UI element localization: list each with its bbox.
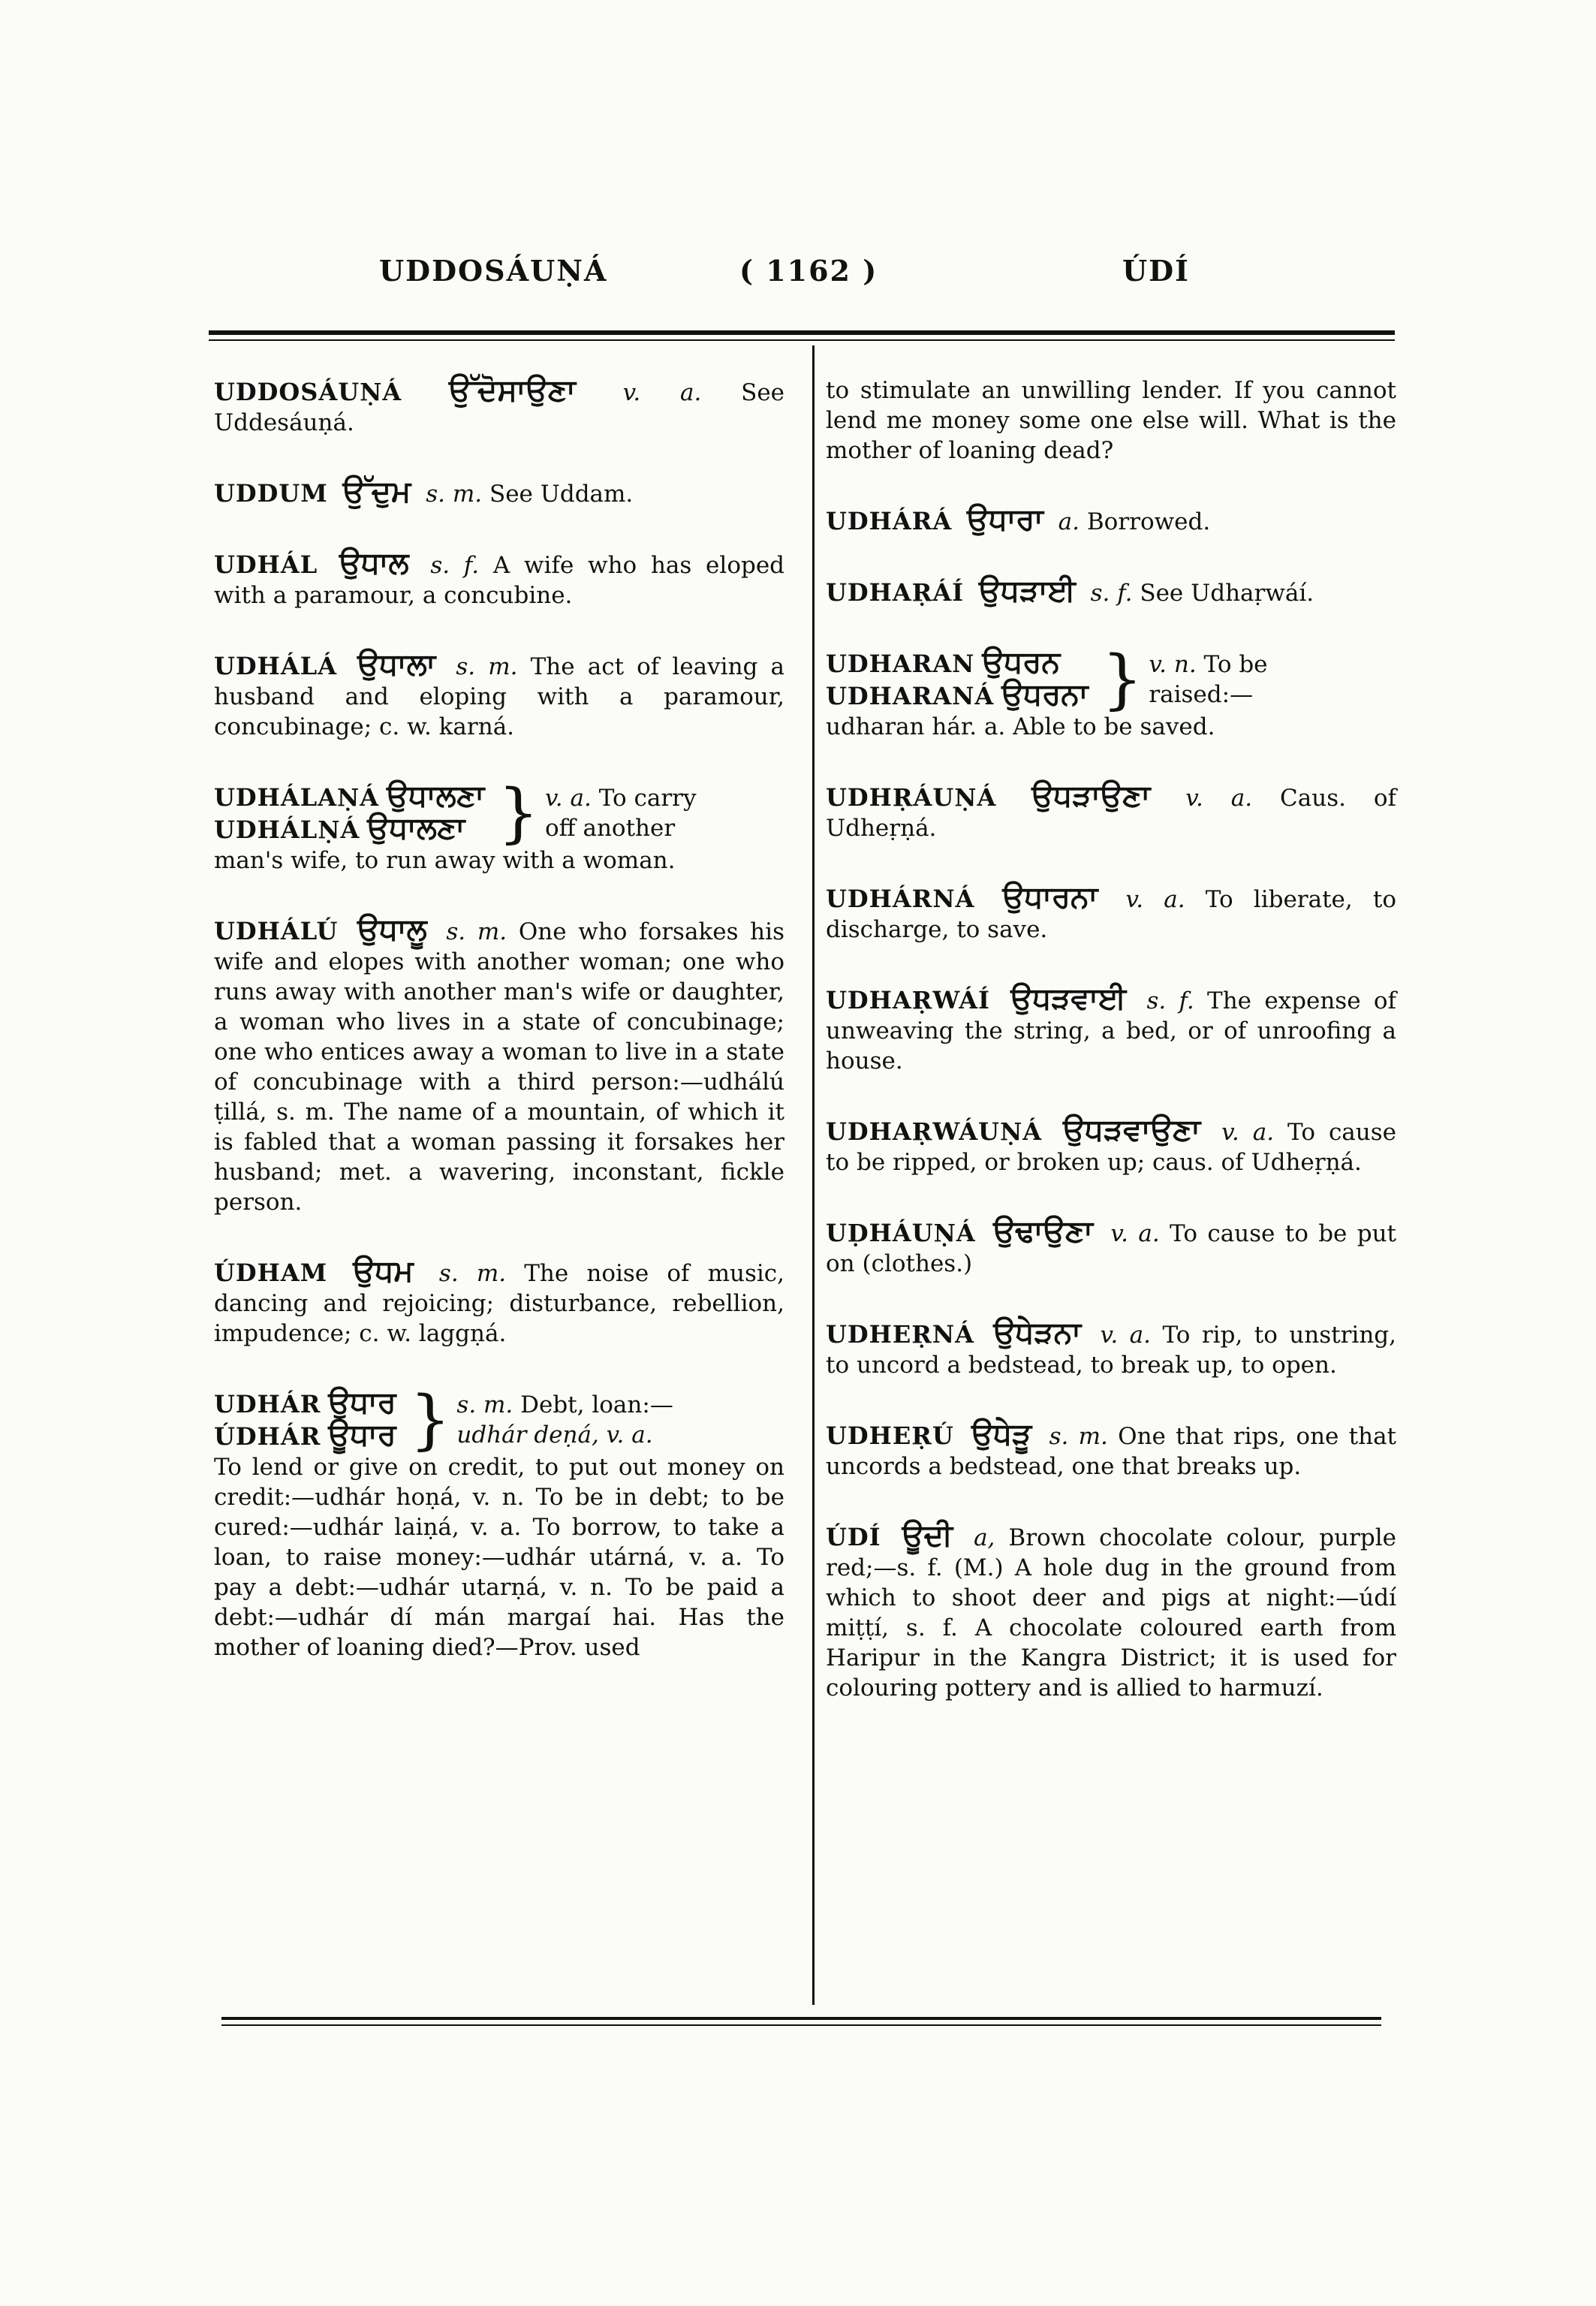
definition: Brown chocolate colour, purple red;—s. f. (M.) A hole dug in the ground from which to shoot deer and pigs at night:—údí miṭṭí, s. f. A chocolate coloured earth from Haripur in the Kangra District; it is used for colouring pottery and is allied to harmuzí.	[826, 1524, 1396, 1702]
headword: UḌHÁUṆÁ	[826, 1219, 976, 1247]
definition: To lend or give on credit, to put out money on credit:—udhár hoṇá, v. n. To be in debt; to be cured:—udhár laiṇá, v. a. To borrow, to take a loan, to raise money:—udhár utárná, v. a. To pay a debt:—udhár utarṇá, v. n. To be paid a debt:—udhár dí mán margaí hai. Has the mother of loaning died?—Prov. used	[214, 1454, 784, 1661]
page-number: ( 1162 )	[739, 254, 878, 288]
grammar-tag: s. f.	[1146, 987, 1194, 1014]
gurmukhi-form: ਉਧਾਲ	[339, 545, 409, 580]
headword: ÚDHAM	[214, 1259, 328, 1287]
dictionary-entry	[826, 879, 1397, 945]
running-head-right: ÚDÍ	[1122, 254, 1190, 288]
definition: See Uddesáuṇá.	[214, 379, 785, 436]
gurmukhi-form: ਊਧਾਰ	[328, 1417, 396, 1452]
headword: UDHṚÁUṆÁ	[826, 783, 997, 812]
top-rule	[209, 330, 1395, 335]
top-rule-thin	[209, 339, 1395, 341]
dictionary-entry	[214, 545, 785, 610]
gurmukhi-form: ਉਧੜਵਾਈ	[1010, 981, 1127, 1016]
gurmukhi-form: ਉਧਮ	[353, 1253, 414, 1289]
grammar-tag: v. a.	[1185, 785, 1253, 812]
continued-text	[826, 375, 1396, 466]
grammar-tag: v. a.	[1125, 886, 1185, 913]
dictionary-entry-pair	[214, 1382, 784, 1662]
headword: UDHÁLṆÁ	[214, 815, 360, 844]
headword: ÚDÍ	[826, 1523, 881, 1551]
gurmukhi-form: ਉਧੜਾਈ	[978, 573, 1076, 608]
gurmukhi-form: ਉਧਰਨ	[982, 644, 1061, 680]
definition: Borrowed.	[1086, 508, 1211, 535]
grammar-tag: v. a.	[544, 785, 592, 812]
definition: To rip, to unstring, to uncord a bedstead, to break up, to open.	[826, 1322, 1397, 1379]
gurmukhi-form: ਉਧੇੜੂ	[971, 1416, 1032, 1451]
definition: See Uddam.	[489, 481, 634, 508]
dictionary-entry	[826, 981, 1396, 1076]
dictionary-entry	[826, 1315, 1397, 1380]
definition: The noise of music, dancing and rejoicing; disturbance, rebellion, impudence; c. w. laggṇá.	[214, 1260, 785, 1347]
brace: }	[498, 776, 539, 851]
definition: udhár deṇá, v. a.	[456, 1421, 653, 1448]
dictionary-entry	[214, 474, 784, 509]
grammar-tag: s. m.	[438, 1260, 507, 1287]
headword: UDHÁLAṆÁ	[214, 783, 380, 812]
gurmukhi-form: ਉੱਦੁਮ	[342, 474, 411, 509]
headword: UDHARAN	[826, 650, 975, 678]
gurmukhi-form: ਉਧੜਵਾਉਣਾ	[1062, 1112, 1201, 1147]
dictionary-entry	[826, 1416, 1397, 1482]
definition: off another	[544, 815, 676, 842]
headword: UDHEṚÚ	[826, 1421, 954, 1450]
headword: UDHÁLÁ	[214, 652, 338, 680]
grammar-tag: v. a.	[622, 379, 702, 406]
headword: UDHÁRÁ	[826, 507, 953, 535]
definition: To cause to be ripped, or broken up; caus. of Udheṛṇá.	[826, 1119, 1397, 1176]
grammar-tag: v. a.	[1100, 1322, 1152, 1349]
definition: To liberate, to discharge, to save.	[826, 886, 1397, 943]
headword: ÚDHÁR	[214, 1422, 321, 1451]
grammar-tag: a.	[1058, 508, 1080, 535]
headword: UDHAṚWÁUṆÁ	[826, 1117, 1043, 1146]
grammar-tag: s. m.	[1049, 1423, 1108, 1450]
gurmukhi-form: ਉਧਾਲਾ	[357, 647, 436, 682]
definition: To be	[1203, 651, 1268, 678]
definition: Caus. of Udheṛṇá.	[826, 785, 1397, 842]
dictionary-entry	[826, 1213, 1397, 1279]
left-column	[214, 372, 785, 1702]
dictionary-entry	[214, 372, 785, 438]
definition: raised:—	[1149, 681, 1254, 708]
definition: One who forsakes his wife and elopes with another woman; one who runs away with another man's wife or daughter, a woman who lives in a state of concubinage; one who entices away a woman to live in a state of concubinage with a third person:—udhálú ṭillá, s. m. The name of a mountain, of which it is fabled that a woman passing it forsakes her husband; met. a wavering, inconstant, fickle person.	[214, 918, 784, 1216]
continuation: to stimulate an unwilling lender. If you cannot lend me money some one else will. What is the mother of loaning dead?	[826, 377, 1396, 464]
dictionary-entry	[826, 573, 1396, 608]
gurmukhi-form: ਉਧੇੜਨਾ	[993, 1315, 1082, 1350]
dictionary-entry	[214, 647, 784, 742]
headword: UDHÁR	[214, 1390, 321, 1418]
definition: udharan hár. a. Able to be saved.	[826, 713, 1215, 740]
definition: To carry	[598, 785, 697, 812]
gurmukhi-form: ਊਦੀ	[902, 1518, 953, 1553]
grammar-tag: s. f.	[1090, 580, 1133, 607]
grammar-tag: s. m.	[426, 481, 483, 508]
dictionary-entry	[826, 778, 1397, 843]
bottom-rule	[221, 2017, 1381, 2020]
definition: The expense of unweaving the string, a bed, or of unroofing a house.	[826, 987, 1396, 1075]
gurmukhi-form: ਉੱਦੋਸਾਉਣਾ	[448, 372, 576, 408]
dictionary-entry	[826, 1518, 1396, 1703]
dictionary-entry	[826, 1112, 1397, 1177]
gurmukhi-form: ਉਧਾਲੂ	[357, 912, 427, 947]
gurmukhi-form: ਉਧਾਰਨਾ	[1002, 879, 1098, 915]
headword: UDHAṚÁÍ	[826, 578, 965, 607]
headword: UDHARANÁ	[826, 682, 995, 710]
gurmukhi-form: ਉਧਾਰ	[328, 1385, 396, 1420]
gurmukhi-form: ਉਧਾਲਣਾ	[387, 778, 485, 813]
headword: UDHEṚNÁ	[826, 1320, 974, 1349]
gurmukhi-form: ਉਢਾਉਣਾ	[993, 1213, 1093, 1249]
right-column	[826, 375, 1396, 1742]
grammar-tag: v. a.	[1221, 1119, 1275, 1146]
gurmukhi-form: ਉਧਰਨਾ	[1001, 677, 1089, 712]
running-head-left: UDDOSÁUṆÁ	[379, 254, 608, 288]
definition: The act of leaving a husband and eloping with a paramour, concubinage; c. w. karná.	[214, 653, 784, 740]
gurmukhi-form: ਉਧਾਲਣਾ	[367, 810, 465, 846]
bottom-rule-thin	[221, 2024, 1381, 2026]
grammar-tag: s. f.	[430, 552, 480, 579]
headword: UDHÁLÚ	[214, 917, 339, 945]
grammar-tag: v. n.	[1149, 651, 1197, 678]
dictionary-entry-pair	[826, 642, 1396, 742]
definition: To cause to be put on (clothes.)	[826, 1220, 1397, 1277]
brace: }	[409, 1382, 451, 1457]
definition: Debt, loan:—	[520, 1391, 673, 1418]
dictionary-entry-pair	[214, 776, 784, 876]
definition: See Udhaṛwáí.	[1140, 580, 1314, 607]
definition: man's wife, to run away with a woman.	[214, 847, 676, 874]
grammar-tag: s. m.	[446, 918, 507, 945]
definition: One that rips, one that uncords a bedstead, one that breaks up.	[826, 1423, 1397, 1480]
dictionary-entry	[826, 502, 1396, 537]
dictionary-entry	[214, 912, 784, 1217]
grammar-tag: v. a.	[1110, 1220, 1160, 1247]
definition: A wife who has eloped with a paramour, a concubine.	[214, 552, 785, 609]
grammar-tag: s. m.	[456, 653, 518, 680]
grammar-tag: s. m.	[456, 1391, 513, 1418]
gurmukhi-form: ਉਧਾਰਾ	[967, 502, 1043, 537]
column-divider	[812, 345, 815, 2005]
dictionary-entry	[214, 1253, 785, 1349]
headword: UDDOSÁUṆÁ	[214, 378, 402, 406]
headword: UDHAṚWÁÍ	[826, 986, 990, 1014]
brace: }	[1101, 642, 1143, 717]
headword: UDDUM	[214, 479, 328, 508]
gurmukhi-form: ਉਧੜਾਉਣਾ	[1031, 778, 1151, 813]
grammar-tag: a,	[974, 1524, 995, 1551]
headword: UDHÁL	[214, 550, 318, 579]
headword: UDHÁRNÁ	[826, 885, 975, 913]
